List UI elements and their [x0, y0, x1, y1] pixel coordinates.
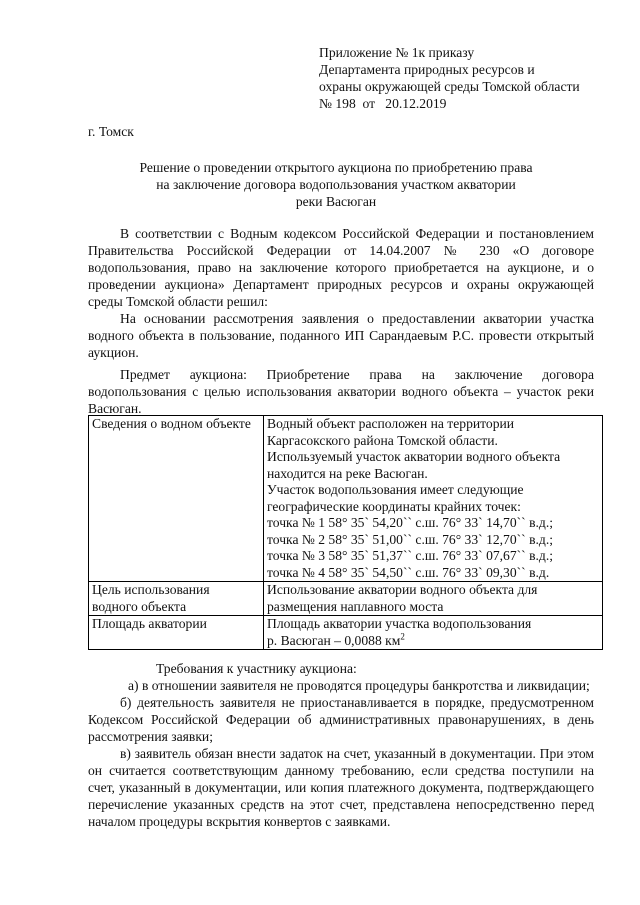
requirements-heading: Требования к участнику аукциона: [156, 661, 357, 676]
cell-line: Водный объект расположен на территории [267, 416, 515, 431]
appendix-line: охраны окружающей среды Томской области [319, 79, 580, 94]
coordinate-point: точка № 1 58° 35` 54,20`` с.ш. 76° 33` 14,70`` в.д.; [267, 515, 554, 530]
appendix-order-number: № 198 от 20.12.2019 [319, 96, 447, 111]
table-cell-label: Сведения о водном объекте [89, 416, 264, 582]
requirement-a: а) в отношении заявителя не проводятся процедуры банкротства и ликвидации; [128, 678, 590, 693]
coordinate-point: точка № 4 58° 35` 54,50`` с.ш. 76° 33` 09,30`` в.д. [267, 564, 550, 580]
table-cell-value [264, 416, 603, 582]
intro-section [88, 225, 594, 417]
cell-line: Каргасокского района Томской области. [267, 432, 498, 448]
cell-line: Участок водопользования имеет следующие [267, 482, 524, 497]
requirement-b: б) деятельность заявителя не приостанавливается в порядке, предусмотренном Кодексом Российской Федерации об административных правонарушениях, в день рассмотрения заявки; [88, 695, 594, 744]
area-unit-exponent: 2 [400, 630, 405, 641]
intro-paragraph: В соответствии с Водным кодексом Российской Федерации и постановлением Правительства Российской Федерации от 14.04.2007 № 230 «О договоре водопользования, право на заключение которого приобретается на аукционе, и о проведении аукциона» Департамент природных ресурсов и охраны окружающей среды Томской области решил: [88, 226, 594, 309]
cell-line: размещения наплавного моста [267, 598, 444, 614]
cell-line: Площадь акватории участка водопользования [267, 616, 532, 631]
appendix-line: Департамента природных ресурсов и [319, 62, 535, 77]
title-line: на заключение договора водопользования участком акватории [156, 177, 516, 192]
area-value: р. Васюган – 0,0088 км [267, 632, 401, 648]
cell-line: Использование акватории водного объекта для [267, 582, 538, 597]
requirement-v: в) заявитель обязан внести задаток на счет, указанный в документации. При этом он считается соответствующим данному требованию, если средства поступили на счет, указанный в документации, или копия платежного документа, подтверждающего перечисление указанных средств на этот счет, представлена непосредственно перед началом процедуры вскрытия конвертов с заявками. [88, 746, 594, 829]
table-row [89, 616, 603, 650]
basis-paragraph: На основании рассмотрения заявления о предоставлении акватории участка водного объекта в пользование, поданного ИП Сарандаевым Р.С. провести открытый аукцион. [88, 311, 594, 360]
coordinate-point: точка № 3 58° 35` 51,37`` с.ш. 76° 33` 07,67`` в.д.; [267, 548, 554, 563]
city-name: г. Томск [88, 124, 134, 139]
title-line: реки Васюган [295, 194, 377, 209]
document-title [88, 159, 584, 210]
appendix-line: Приложение № 1к приказу [319, 45, 475, 60]
table-row [89, 582, 603, 616]
cell-line: находится на реке Васюган. [267, 465, 428, 481]
title-line: Решение о проведении открытого аукциона по приобретению права [139, 160, 533, 175]
table-cell-label: Площадь акватории [89, 616, 264, 650]
cell-line [267, 630, 599, 650]
table-cell-label [89, 582, 264, 616]
water-object-table [88, 415, 603, 650]
subject-paragraph: Предмет аукциона: Приобретение права на заключение договора водопользования с целью использования акватории водного объекта – участок реки Васюган. [88, 367, 594, 416]
cell-line: географические координаты крайних точек: [267, 498, 521, 514]
table-cell-value [264, 616, 603, 650]
appendix-header [319, 44, 580, 112]
coordinate-point: точка № 2 58° 35` 51,00`` с.ш. 76° 33` 12,70`` в.д.; [267, 531, 554, 547]
cell-line: водного объекта [92, 598, 187, 614]
table-cell-value [264, 582, 603, 616]
cell-line: Цель использования [92, 582, 210, 597]
requirements-section [88, 660, 594, 830]
cell-line: Используемый участок акватории водного объекта [267, 449, 561, 464]
table-row [89, 416, 603, 582]
